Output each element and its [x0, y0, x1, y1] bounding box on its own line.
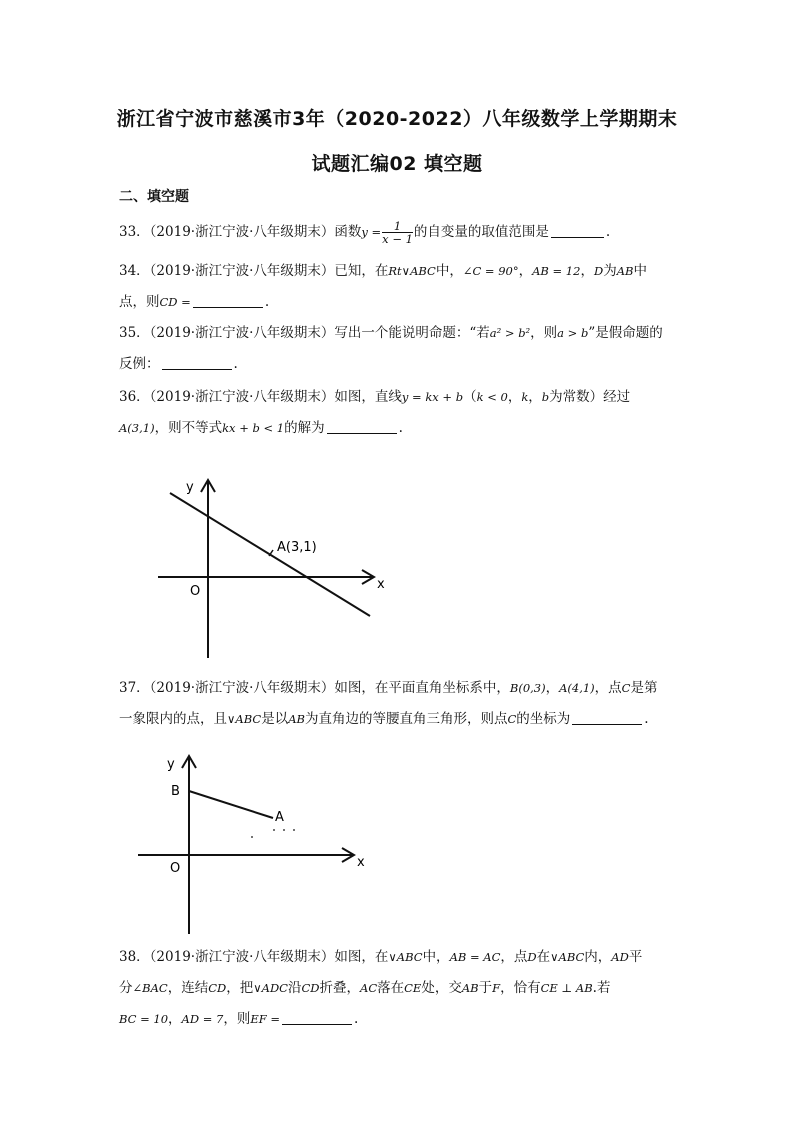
fraction: $\frac{1}{x - 1}$: [382, 219, 413, 246]
answer-blank[interactable]: [282, 1023, 352, 1025]
origin-label: O: [190, 584, 201, 599]
question-34-line2: 点，则CD = .: [119, 294, 270, 310]
section-heading: 二、填空题: [119, 189, 189, 205]
answer-blank[interactable]: [551, 236, 604, 238]
dot: [251, 836, 253, 838]
page-subtitle: 试题汇编02 填空题: [311, 153, 483, 175]
dot: [293, 829, 295, 831]
answer-blank[interactable]: [572, 723, 642, 725]
answer-blank[interactable]: [162, 368, 232, 370]
origin-label: O: [170, 861, 181, 876]
segment-ab: [189, 791, 273, 818]
question-37-line2: 一象限内的点，且∨ABC是以AB为直角边的等腰直角三角形，则点C的坐标为 .: [119, 711, 649, 727]
question-38-line1: 38．（2019·浙江宁波·八年级期末）如图，在∨ABC中，AB = AC，点D在∨ABC内，AD平: [119, 949, 643, 965]
question-37-line1: 37．（2019·浙江宁波·八年级期末）如图，在平面直角坐标系中，B(0,3)，A(4,1)，点C是第: [119, 680, 658, 696]
question-36-line1: 36．（2019·浙江宁波·八年级期末）如图，直线y = kx + b（k < 0，k，b为常数）经过: [119, 389, 631, 405]
y-axis-label: y: [167, 757, 175, 772]
answer-blank[interactable]: [193, 306, 263, 308]
question-38-line3: BC = 10，AD = 7，则EF = .: [119, 1011, 359, 1027]
x-axis-label: x: [377, 577, 385, 592]
answer-blank[interactable]: [327, 432, 397, 434]
point-a-label: A: [275, 810, 284, 825]
dot: [273, 829, 275, 831]
figure-q37: [130, 748, 380, 938]
question-35-line2: 反例： .: [119, 356, 238, 372]
x-axis-label: x: [357, 855, 365, 870]
page-title: 浙江省宁波市慈溪市3年（2020-2022）八年级数学上学期期末: [116, 108, 678, 130]
question-33: 33．（2019·浙江宁波·八年级期末）函数y = $\frac{1}{x - 1}$ 的自变量的取值范围是 .: [119, 219, 611, 246]
y-axis-label: y: [186, 480, 194, 495]
dot: [283, 829, 285, 831]
question-38-line2: 分∠BAC，连结CD，把∨ADC沿CD折叠，AC落在CE处，交AB于F，恰有CE ⊥ AB.若: [119, 980, 611, 996]
question-35-line1: 35．（2019·浙江宁波·八年级期末）写出一个能说明命题：“若a² > b²，则a > b”是假命题的: [119, 325, 663, 341]
question-36-line2: A(3,1)，则不等式kx + b < 1的解为 .: [119, 420, 403, 436]
point-b-label: B: [171, 784, 180, 799]
point-a-label: A(3,1): [277, 540, 317, 555]
question-34-line1: 34．（2019·浙江宁波·八年级期末）已知，在Rt∨ABC中，∠C = 90°，AB = 12，D为AB中: [119, 263, 647, 279]
figure-q36: [150, 470, 400, 665]
